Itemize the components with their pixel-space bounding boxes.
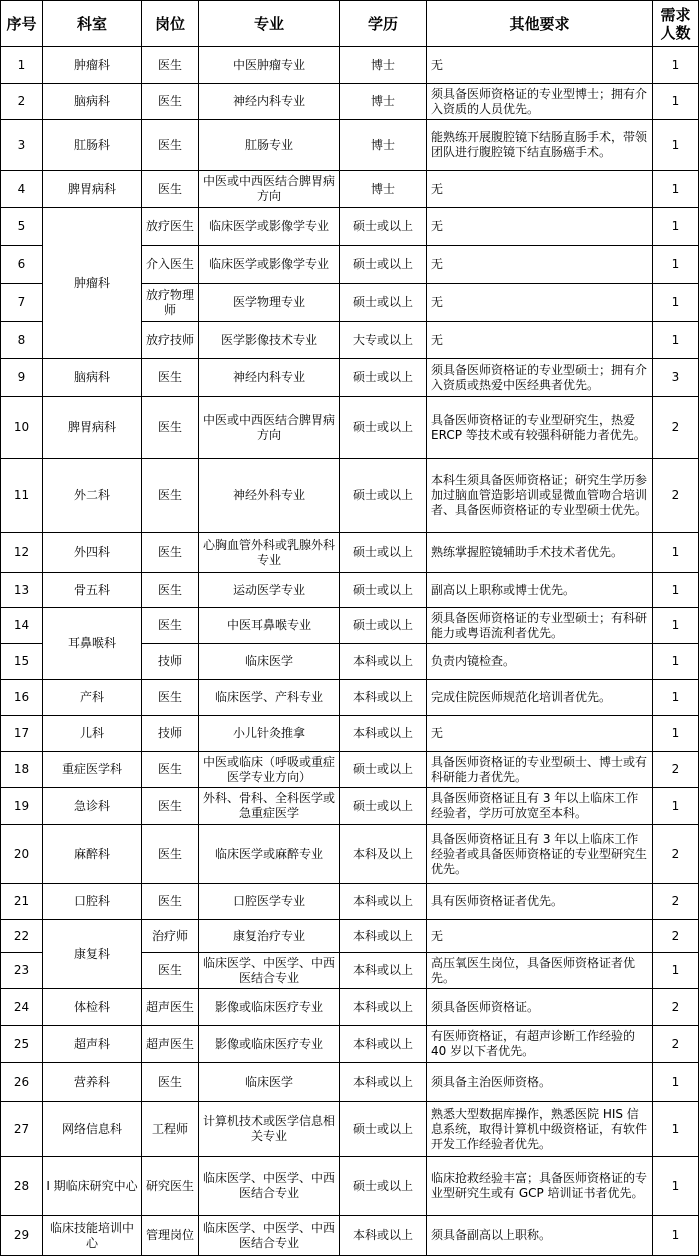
header-no: 序号: [1, 1, 43, 47]
cell-major: 临床医学或麻醉专业: [199, 825, 340, 884]
cell-no: 22: [1, 920, 43, 953]
cell-no: 16: [1, 680, 43, 716]
cell-post: 技师: [142, 716, 199, 752]
cell-post: 医生: [142, 752, 199, 788]
cell-edu: 本科或以上: [340, 644, 427, 680]
cell-no: 3: [1, 120, 43, 171]
cell-no: 4: [1, 171, 43, 208]
cell-major: 中医或中西医结合脾胃病方向: [199, 397, 340, 459]
cell-other: 有医师资格证，有超声诊断工作经验的 40 岁以下者优先。: [427, 1026, 653, 1063]
cell-dept: 体检科: [43, 989, 142, 1026]
cell-edu: 本科或以上: [340, 1063, 427, 1102]
cell-major: 影像或临床医疗专业: [199, 1026, 340, 1063]
cell-count: 1: [653, 171, 699, 208]
cell-dept: 脾胃病科: [43, 171, 142, 208]
cell-post: 医生: [142, 608, 199, 644]
table-row: [1, 752, 699, 788]
cell-no: 17: [1, 716, 43, 752]
cell-major: 中医或临床（呼吸或重症医学专业方向）: [199, 752, 340, 788]
cell-no: 11: [1, 459, 43, 533]
table-row: [1, 1102, 699, 1157]
table-row: [1, 397, 699, 459]
cell-count: 3: [653, 359, 699, 397]
cell-post: 医生: [142, 1063, 199, 1102]
cell-post: 医生: [142, 47, 199, 84]
cell-other: 无: [427, 716, 653, 752]
cell-no: 1: [1, 47, 43, 84]
cell-post: 医生: [142, 533, 199, 573]
cell-count: 2: [653, 1026, 699, 1063]
cell-dept: 儿科: [43, 716, 142, 752]
cell-count: 1: [653, 322, 699, 359]
cell-dept: 口腔科: [43, 884, 142, 920]
cell-other: 无: [427, 920, 653, 953]
cell-dept: 急诊科: [43, 788, 142, 825]
cell-other: 无: [427, 284, 653, 322]
cell-post: 医生: [142, 397, 199, 459]
cell-dept: 骨五科: [43, 573, 142, 608]
cell-count: 1: [653, 608, 699, 644]
cell-count: 1: [653, 1102, 699, 1157]
table-row: [1, 573, 699, 608]
cell-dept: 肛肠科: [43, 120, 142, 171]
cell-dept: 外二科: [43, 459, 142, 533]
cell-count: 2: [653, 459, 699, 533]
cell-major: 医学影像技术专业: [199, 322, 340, 359]
table-row: [1, 208, 699, 246]
cell-dept: 康复科: [43, 920, 142, 989]
cell-edu: 硕士或以上: [340, 533, 427, 573]
cell-edu: 博士: [340, 120, 427, 171]
cell-major: 神经内科专业: [199, 359, 340, 397]
cell-count: 2: [653, 752, 699, 788]
cell-dept: 临床技能培训中心: [43, 1216, 142, 1256]
cell-edu: 硕士或以上: [340, 573, 427, 608]
cell-post: 医生: [142, 171, 199, 208]
cell-no: 12: [1, 533, 43, 573]
cell-dept: 产科: [43, 680, 142, 716]
cell-edu: 硕士或以上: [340, 1157, 427, 1216]
table-row: [1, 788, 699, 825]
cell-major: 影像或临床医疗专业: [199, 989, 340, 1026]
cell-major: 中医或中西医结合脾胃病方向: [199, 171, 340, 208]
cell-count: 1: [653, 84, 699, 120]
cell-no: 28: [1, 1157, 43, 1216]
cell-count: 1: [653, 246, 699, 284]
cell-post: 研究医生: [142, 1157, 199, 1216]
cell-post: 医生: [142, 84, 199, 120]
cell-other: 本科生须具备医师资格证；研究生学历参加过脑血管造影培训或显微血管吻合培训者、具备医师资格证的专业型硕士优先。: [427, 459, 653, 533]
cell-other: 高压氧医生岗位，具备医师资格证者优先。: [427, 953, 653, 989]
table-row: [1, 1157, 699, 1216]
header-major: 专业: [199, 1, 340, 47]
cell-no: 27: [1, 1102, 43, 1157]
cell-post: 放疗物理师: [142, 284, 199, 322]
cell-edu: 硕士或以上: [340, 359, 427, 397]
cell-other: 熟悉大型数据库操作，熟悉医院 HIS 信息系统，取得计算机中级资格证，有软件开发工作经验者优先。: [427, 1102, 653, 1157]
cell-edu: 硕士或以上: [340, 246, 427, 284]
cell-other: 无: [427, 47, 653, 84]
cell-no: 9: [1, 359, 43, 397]
cell-count: 1: [653, 953, 699, 989]
cell-post: 放疗技师: [142, 322, 199, 359]
cell-count: 1: [653, 47, 699, 84]
cell-no: 14: [1, 608, 43, 644]
table-row: [1, 989, 699, 1026]
table-row: [1, 120, 699, 171]
cell-count: 1: [653, 573, 699, 608]
cell-other: 无: [427, 246, 653, 284]
cell-other: 具备医师资格证且有 3 年以上临床工作经验者，学历可放宽至本科。: [427, 788, 653, 825]
cell-count: 1: [653, 533, 699, 573]
cell-edu: 博士: [340, 171, 427, 208]
table-row: [1, 1026, 699, 1063]
cell-edu: 本科或以上: [340, 1216, 427, 1256]
cell-other: 须具备主治医师资格。: [427, 1063, 653, 1102]
table-row: [1, 359, 699, 397]
cell-count: 1: [653, 208, 699, 246]
cell-post: 医生: [142, 953, 199, 989]
cell-dept: 脾胃病科: [43, 397, 142, 459]
cell-post: 放疗医生: [142, 208, 199, 246]
cell-no: 20: [1, 825, 43, 884]
cell-other: 熟练掌握腔镜辅助手术技术者优先。: [427, 533, 653, 573]
cell-no: 18: [1, 752, 43, 788]
cell-edu: 本科及以上: [340, 825, 427, 884]
cell-no: 23: [1, 953, 43, 989]
cell-post: 治疗师: [142, 920, 199, 953]
cell-no: 8: [1, 322, 43, 359]
cell-major: 临床医学、产科专业: [199, 680, 340, 716]
cell-dept: 脑病科: [43, 84, 142, 120]
cell-no: 7: [1, 284, 43, 322]
header-count: 需求人数: [653, 1, 699, 47]
cell-major: 运动医学专业: [199, 573, 340, 608]
header-post: 岗位: [142, 1, 199, 47]
table-row: [1, 171, 699, 208]
cell-count: 2: [653, 825, 699, 884]
cell-edu: 博士: [340, 84, 427, 120]
cell-edu: 本科或以上: [340, 1026, 427, 1063]
cell-other: 能熟练开展腹腔镜下结肠直肠手术，带领团队进行腹腔镜下结直肠癌手术。: [427, 120, 653, 171]
cell-edu: 硕士或以上: [340, 284, 427, 322]
cell-other: 具备医师资格证的专业型研究生，热爱 ERCP 等技术或有较强科研能力者优先。: [427, 397, 653, 459]
cell-major: 神经内科专业: [199, 84, 340, 120]
cell-post: 管理岗位: [142, 1216, 199, 1256]
cell-no: 2: [1, 84, 43, 120]
cell-edu: 本科或以上: [340, 920, 427, 953]
cell-other: 须具备医师资格证。: [427, 989, 653, 1026]
cell-dept: 网络信息科: [43, 1102, 142, 1157]
cell-other: 临床抢救经验丰富；具备医师资格证的专业型研究生或有 GCP 培训证书者优先。: [427, 1157, 653, 1216]
cell-post: 医生: [142, 788, 199, 825]
cell-edu: 本科或以上: [340, 884, 427, 920]
cell-major: 临床医学: [199, 644, 340, 680]
cell-edu: 硕士或以上: [340, 208, 427, 246]
cell-post: 介入医生: [142, 246, 199, 284]
cell-dept: 重症医学科: [43, 752, 142, 788]
cell-count: 1: [653, 1157, 699, 1216]
cell-edu: 硕士或以上: [340, 752, 427, 788]
header-dept: 科室: [43, 1, 142, 47]
cell-post: 超声医生: [142, 989, 199, 1026]
cell-edu: 本科或以上: [340, 716, 427, 752]
cell-other: 须具备医师资格证的专业型硕士；有科研能力或粤语流利者优先。: [427, 608, 653, 644]
cell-count: 2: [653, 397, 699, 459]
cell-count: 1: [653, 680, 699, 716]
cell-dept: 超声科: [43, 1026, 142, 1063]
table-row: [1, 533, 699, 573]
cell-no: 13: [1, 573, 43, 608]
cell-post: 超声医生: [142, 1026, 199, 1063]
cell-other: 无: [427, 171, 653, 208]
header-edu: 学历: [340, 1, 427, 47]
cell-other: 须具备医师资格证的专业型博士；拥有介入资质的人员优先。: [427, 84, 653, 120]
cell-no: 6: [1, 246, 43, 284]
cell-major: 计算机技术或医学信息相关专业: [199, 1102, 340, 1157]
cell-edu: 硕士或以上: [340, 459, 427, 533]
cell-major: 临床医学、中医学、中西医结合专业: [199, 953, 340, 989]
cell-major: 心胸血管外科或乳腺外科专业: [199, 533, 340, 573]
cell-other: 具备医师资格证且有 3 年以上临床工作经验者或具备医师资格证的专业型研究生优先。: [427, 825, 653, 884]
cell-other: 具有医师资格证者优先。: [427, 884, 653, 920]
cell-major: 医学物理专业: [199, 284, 340, 322]
cell-major: 神经外科专业: [199, 459, 340, 533]
cell-post: 医生: [142, 573, 199, 608]
cell-dept: I 期临床研究中心: [43, 1157, 142, 1216]
cell-major: 临床医学、中医学、中西医结合专业: [199, 1216, 340, 1256]
cell-major: 外科、骨科、全科医学或急重症医学: [199, 788, 340, 825]
cell-post: 医生: [142, 884, 199, 920]
cell-no: 21: [1, 884, 43, 920]
cell-other: 无: [427, 208, 653, 246]
cell-post: 工程师: [142, 1102, 199, 1157]
cell-edu: 大专或以上: [340, 322, 427, 359]
cell-dept: 营养科: [43, 1063, 142, 1102]
cell-edu: 本科或以上: [340, 953, 427, 989]
cell-other: 副高以上职称或博士优先。: [427, 573, 653, 608]
cell-other: 须具备副高以上职称。: [427, 1216, 653, 1256]
cell-dept: 外四科: [43, 533, 142, 573]
table-row: [1, 680, 699, 716]
cell-dept: 脑病科: [43, 359, 142, 397]
table-row: [1, 884, 699, 920]
table-row: [1, 47, 699, 84]
cell-post: 技师: [142, 644, 199, 680]
cell-count: 1: [653, 644, 699, 680]
cell-post: 医生: [142, 680, 199, 716]
cell-no: 19: [1, 788, 43, 825]
cell-no: 25: [1, 1026, 43, 1063]
table-row: [1, 608, 699, 644]
header-other: 其他要求: [427, 1, 653, 47]
cell-no: 26: [1, 1063, 43, 1102]
cell-major: 口腔医学专业: [199, 884, 340, 920]
cell-dept: 耳鼻喉科: [43, 608, 142, 680]
cell-count: 1: [653, 1216, 699, 1256]
cell-dept: 肿瘤科: [43, 208, 142, 359]
cell-major: 临床医学或影像学专业: [199, 246, 340, 284]
cell-count: 1: [653, 284, 699, 322]
cell-major: 临床医学: [199, 1063, 340, 1102]
cell-major: 中医耳鼻喉专业: [199, 608, 340, 644]
cell-post: 医生: [142, 459, 199, 533]
cell-other: 完成住院医师规范化培训者优先。: [427, 680, 653, 716]
cell-post: 医生: [142, 825, 199, 884]
cell-count: 1: [653, 716, 699, 752]
cell-no: 10: [1, 397, 43, 459]
cell-other: 负责内镜检查。: [427, 644, 653, 680]
cell-major: 中医肿瘤专业: [199, 47, 340, 84]
cell-major: 临床医学、中医学、中西医结合专业: [199, 1157, 340, 1216]
cell-edu: 硕士或以上: [340, 397, 427, 459]
table-row: [1, 920, 699, 953]
cell-edu: 硕士或以上: [340, 608, 427, 644]
cell-other: 具备医师资格证的专业型硕士、博士或有科研能力者优先。: [427, 752, 653, 788]
table-row: [1, 825, 699, 884]
cell-count: 1: [653, 788, 699, 825]
table-row: [1, 716, 699, 752]
table-row: [1, 84, 699, 120]
table-row: [1, 1063, 699, 1102]
cell-count: 1: [653, 1063, 699, 1102]
cell-count: 2: [653, 884, 699, 920]
cell-other: 无: [427, 322, 653, 359]
cell-no: 15: [1, 644, 43, 680]
cell-edu: 本科或以上: [340, 989, 427, 1026]
cell-edu: 博士: [340, 47, 427, 84]
cell-other: 须具备医师资格证的专业型硕士；拥有介入资质或热爱中医经典者优先。: [427, 359, 653, 397]
cell-no: 5: [1, 208, 43, 246]
cell-count: 2: [653, 920, 699, 953]
cell-major: 肛肠专业: [199, 120, 340, 171]
cell-dept: 麻醉科: [43, 825, 142, 884]
table-row: [1, 1216, 699, 1256]
cell-no: 29: [1, 1216, 43, 1256]
cell-count: 2: [653, 989, 699, 1026]
cell-major: 小儿针灸推拿: [199, 716, 340, 752]
cell-edu: 硕士或以上: [340, 1102, 427, 1157]
cell-no: 24: [1, 989, 43, 1026]
cell-post: 医生: [142, 359, 199, 397]
cell-count: 1: [653, 120, 699, 171]
cell-edu: 本科或以上: [340, 680, 427, 716]
table-row: [1, 459, 699, 533]
cell-major: 临床医学或影像学专业: [199, 208, 340, 246]
cell-major: 康复治疗专业: [199, 920, 340, 953]
cell-edu: 硕士或以上: [340, 788, 427, 825]
cell-dept: 肿瘤科: [43, 47, 142, 84]
header-row: [1, 1, 699, 47]
cell-post: 医生: [142, 120, 199, 171]
